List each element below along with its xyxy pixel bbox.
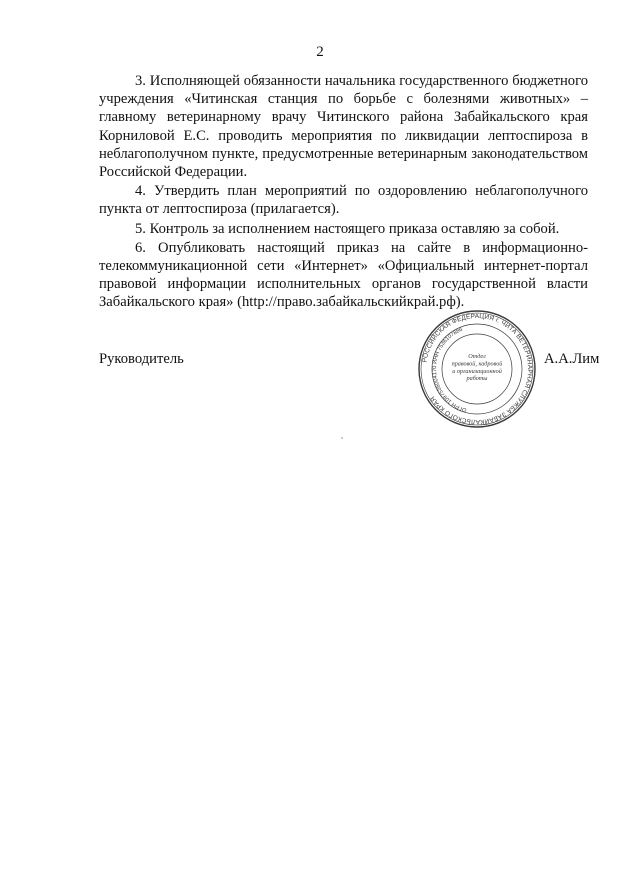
paragraph-6: 6. Опубликовать настоящий приказ на сайте в информационно-телекоммуникационной сети «Интернет» «Официальный интернет-портал правовой информации исполнительных органов государственной власти Забайкальского края» (http://право.забайкальскийкрай.рф). <box>99 239 588 311</box>
stamp-seal-image <box>416 308 538 430</box>
page-number: 2 <box>316 44 324 60</box>
paragraph-4: 4. Утвердить план мероприятий по оздоровлению неблагополучного пункта от лептоспироза (прилагается). <box>99 183 588 218</box>
svg-text:ОГРН 1097536004170 ИНН 7536107: ОГРН 1097536004170 ИНН 7536107886 <box>431 326 468 413</box>
svg-text:Отделправовой, кадровойи орган: Отдел правовой, кадровой и организационной работы <box>451 353 503 383</box>
scan-artifact <box>341 437 343 439</box>
signer-title: Руководитель <box>99 351 184 367</box>
signer-name: А.А.Лим <box>544 351 600 367</box>
paragraph-3: 3. Исполняющей обязанности начальника государственного бюджетного учреждения «Читинская станция по борьбе с болезнями животных» – главному ветеринарному врачу Читинского района Забайкальского края Корниловой Е.С. проводить мероприятия по ликвидации лептоспироза в неблагополучном пункте, предусмотренные ветеринарным законодательством Российской Федерации. <box>99 73 588 181</box>
official-stamp <box>416 308 538 430</box>
document-body <box>99 72 588 313</box>
paragraph-5: 5. Контроль за исполнением настоящего приказа оставляю за собой. <box>135 220 560 237</box>
svg-text:РОССИЙСКАЯ ФЕДЕРАЦИЯ г. ЧИТА В: РОССИЙСКАЯ ФЕДЕРАЦИЯ г. ЧИТА ВЕТЕРИНАРНАЯ СЛУЖБА ЗАБАЙКАЛЬСКОГО КРАЯ <box>421 312 534 426</box>
